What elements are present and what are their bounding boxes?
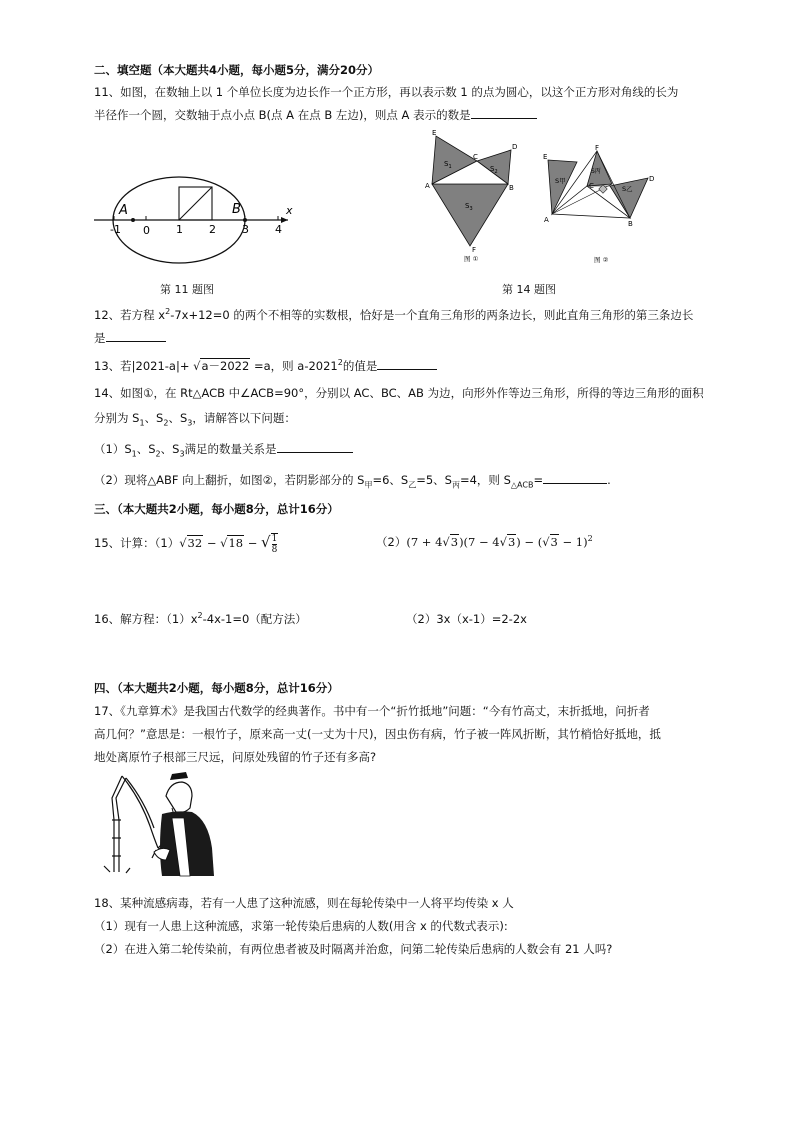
q16-1-line: 16、解方程：$(1)x^2-4x-1=0$（配方法） [94, 611, 307, 626]
section-3-heading: 三、（本大题共2小题，每小题8分，总计16分） [94, 502, 339, 516]
label-s-bing: S丙 [591, 168, 601, 175]
q17-illustration [100, 768, 222, 880]
q14-1-answer-blank[interactable] [277, 441, 353, 453]
tick-label: 2 [209, 223, 216, 236]
tick-label: -1 [110, 223, 121, 236]
figure-11-caption: 第 11 题图 [160, 283, 214, 296]
label-b: B [628, 220, 633, 228]
tick-label: 3 [242, 223, 249, 236]
label-d: D [512, 143, 518, 151]
q12-line1: 12、若方程 $x^2-7x+12=0$ 的两个不相等的实数根，恰好是一个直角三角形的两条边长，则此直角三角形的第三条边长 [94, 307, 694, 322]
q18-part1: （1）现有一人患上这种流感，求第一轮传染后患病的人数(用含 x 的代数式表示): [94, 919, 508, 933]
q17-line1: 17、《九章算术》是我国古代数学的经典著作。书中有一个“折竹抵地”问题：“今有竹高丈，末折抵地，问折者 [94, 704, 650, 718]
label-s3: $S_3$ [465, 202, 473, 212]
q15-label: 15、计算：（1） [94, 536, 180, 550]
q17-line3: 地处离原竹子根部三尺远，问原处残留的竹子还有多高? [94, 750, 377, 764]
scholar-figure [154, 772, 214, 876]
q16-2-line: （2）3x（x-1）=2-2x [406, 612, 527, 626]
label-f: F [472, 246, 477, 254]
label-s2: $S_2$ [490, 165, 498, 175]
figure-14-1-caption: 图 ① [464, 255, 479, 263]
label-a: A [544, 216, 549, 224]
triangle-s3 [432, 184, 508, 246]
q11-text: 半径作一个圆，交数轴于点小点 B(点 A 在点 B 左边)，则点 A 表示的数是 [94, 108, 471, 122]
q11-line2 [94, 107, 537, 122]
bamboo-stalk [112, 776, 122, 872]
q13-answer-blank[interactable] [377, 358, 437, 370]
label-s1: $S_1$ [444, 160, 452, 170]
label-e: E [432, 129, 437, 137]
label-d: D [649, 175, 655, 183]
figure-14-caption: 第 14 题图 [502, 283, 556, 296]
q18-part2: （2）在进入第二轮传染前，有两位患者被及时隔离并治愈，问第二轮传染后患病的人数会有 21 人吗? [94, 942, 613, 956]
axis-arrow [281, 217, 288, 223]
q13-radicand: a－2022 [201, 359, 250, 373]
section-2-heading: 二、填空题（本大题共4小题，每小题5分，满分20分） [94, 63, 380, 77]
q15-fraction: $\frac{1}{8}$ [271, 534, 278, 555]
point-a-dot [131, 218, 135, 222]
section-4-heading: 四、（本大题共2小题，每小题8分，总计16分） [94, 681, 339, 695]
label-s-jia: S甲 [555, 177, 566, 185]
q14-line2: 分别为 $S_1$、$S_2$、$S_3$，请解答以下问题： [94, 411, 296, 428]
q11-line1: 11、如图，在数轴上以 1 个单位长度为边长作一个正方形，再以表示数 1 的点为圆心，以这个正方形对角线的长为 [94, 85, 679, 99]
label-e: E [543, 153, 548, 161]
figure-14-2 [540, 146, 662, 264]
figure-11 [92, 170, 302, 245]
q18-line1: 18、某种流感病毒，若有一人患了这种流感，则在每轮传染中一人将平均传染 x 人 [94, 896, 514, 910]
tick-label: 1 [176, 223, 183, 236]
q15-2-line: $(2)(7 + 4√3)(7 - 4√3) - (√3 - 1)^2$ [376, 534, 593, 549]
q14-part1: $(1)S_1$、$S_2$、$S_3$满足的数量关系是 [94, 441, 353, 456]
point-a-label: A [119, 203, 128, 218]
label-c: C [473, 153, 478, 161]
q15-line: 15、计算：（1）√32 − √18 − √ $\frac{1}{8}$ [94, 533, 278, 555]
axis-label: x [286, 204, 293, 217]
square-diagonal [179, 187, 212, 220]
tick-label: 0 [143, 224, 150, 237]
point-b-dot [243, 218, 247, 222]
q12-answer-blank[interactable] [106, 330, 166, 342]
q14-part2: （2）现将△ABF 向上翻折，如图②，若阴影部分的 $S_甲=6$、$S_乙=5$、$S_丙=4$，则 $S_{\triangle ACB}=$ . [94, 473, 611, 490]
label-s-yi: S乙 [622, 185, 633, 193]
label-a: A [425, 182, 430, 190]
label-c: C [589, 182, 594, 190]
q14-2-answer-blank[interactable] [543, 472, 607, 484]
figure-14-1 [424, 128, 530, 262]
q12-line2: 是 [94, 330, 166, 345]
q11-answer-blank[interactable] [471, 107, 537, 119]
q13-line: 13、若|2021-a|+ √a－2022 =a，则 a-2021$^2$的值是 [94, 358, 437, 373]
point-b-label: B [232, 202, 241, 217]
figure-14-2-caption: 图 ② [594, 256, 609, 264]
q14-line1: 14、如图①，在 Rt△ACB 中∠ACB=90°，分别以 AC、BC、AB 为边，向形外作等边三角形，所得的等边三角形的面积 [94, 386, 704, 400]
tick-label: 4 [275, 223, 282, 236]
label-f: F [595, 144, 600, 152]
label-b: B [509, 184, 514, 192]
q17-line2: 高几何？”意思是：一根竹子，原来高一丈(一丈为十尺)，因虫伤有病，竹子被一阵风折断，其竹梢恰好抵地，抵 [94, 727, 661, 741]
